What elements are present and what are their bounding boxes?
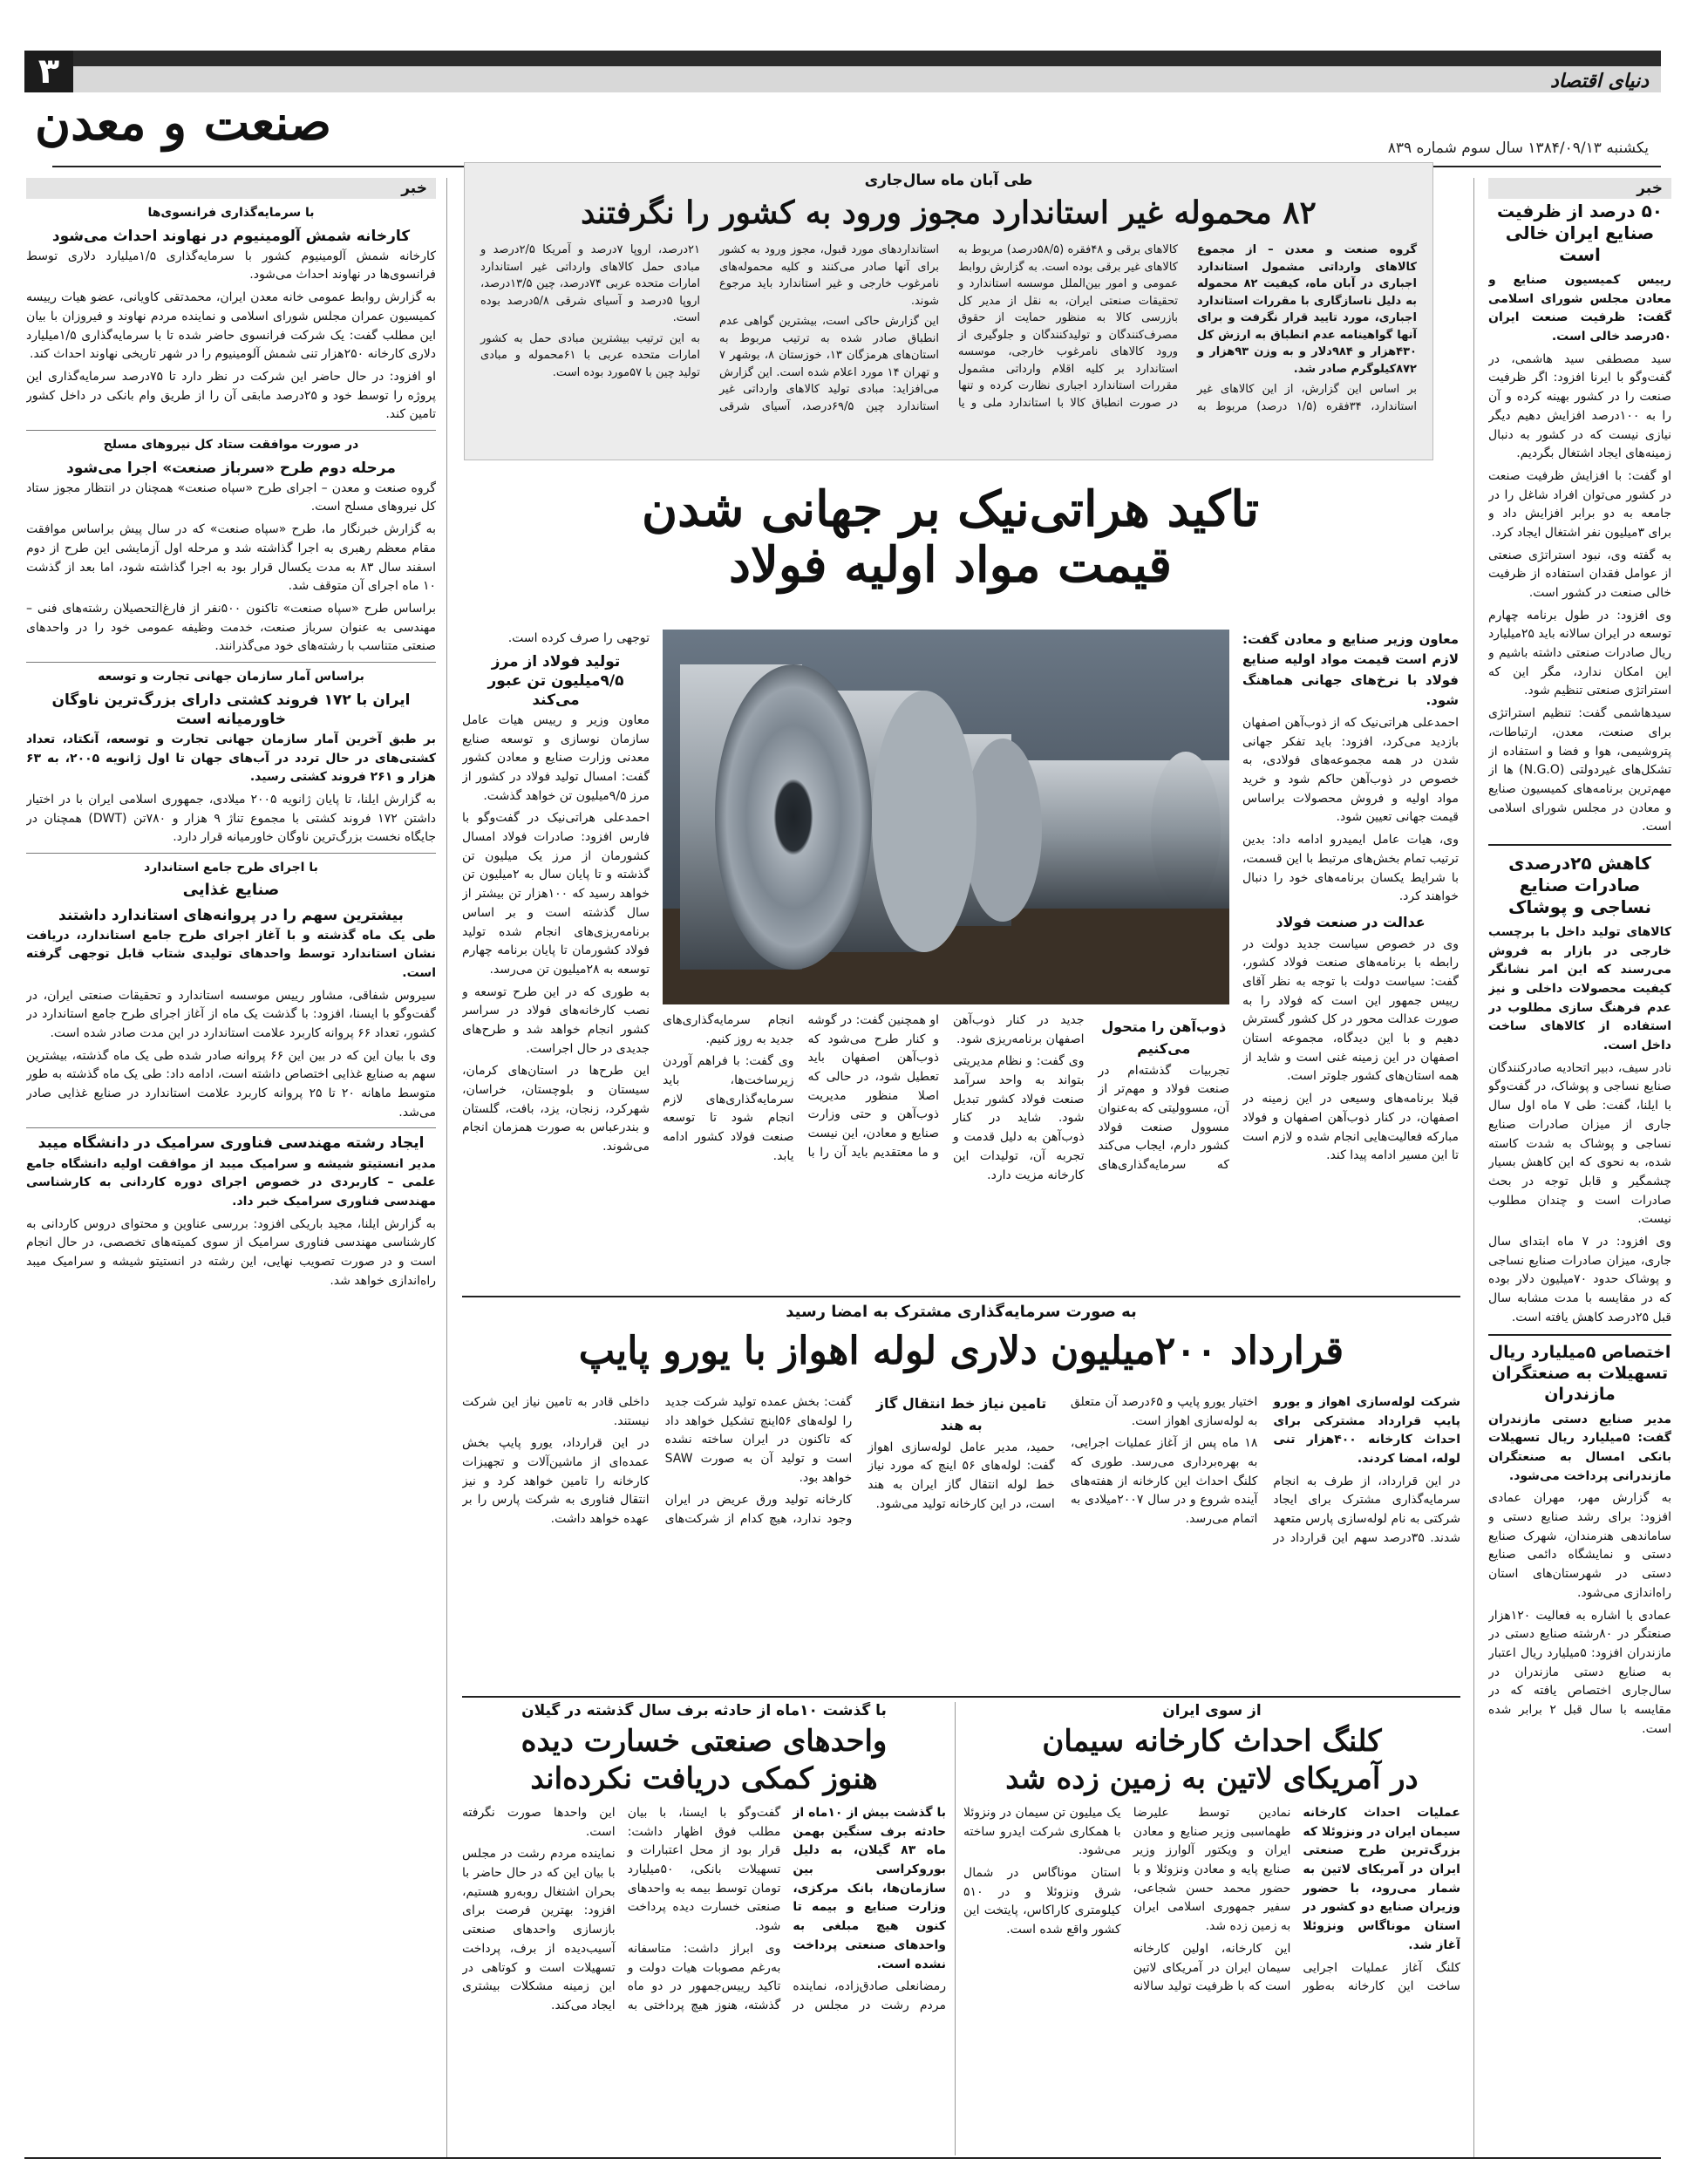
paragraph: به گزارش خبرنگار ما، طرح «سپاه صنعت» که در سال پیش براساس موافقت مقام معظم رهبری به اجرا گذاشته شد و مرحله اول آزمایشی این طرح از دوم اسفند سال ۸۳ به مدت یکسال قرار بود به اجرا گذاشته شود، اما بعد از گذشت ۱۰ ماه اجرای آن متوقف شد. <box>26 522 436 594</box>
paragraph: نادر سیف، دبیر اتحادیه صادرکنندگان صنایع نساجی و پوشاک، در گفت‌وگو با ایلنا، گفت: طی ۷ ماه اول سال جاری از میزان صادرات صنایع نساجی و پوشاک به شدت کاسته شده، به نحوی که این کاهش بسیار چشمگیر و قابل توجه در بحث صادرات است و چندان مطلوب نیست. <box>1488 1060 1671 1227</box>
paragraph: رمضانعلی صادق‌زاده، نماینده مردم رشت در مجلس در گفت‌وگو با ایسنا، با بیان مطلب فوق اظهار داشت: قرار بود از محل اعتبارات و تسهیلات بانکی، ۵۰میلیارد تومان توسط بیمه به واحدهای صنعتی خسارت دیده پرداخت شود. <box>627 1806 946 2012</box>
khabar-label-left: خبر <box>26 178 436 199</box>
standard-lead: طی یک ماه گذشته و با آغاز اجرای طرح جامع استاندارد، دریافت نشان استاندارد توسط واحدهای تولیدی شتاب قابل توجهی گرفته است. <box>26 928 436 980</box>
paragraph: این گزارش حاکی است، بیشترین گواهی عدم انطباق صادر شده به ترتیب مربوط به استان‌های هرمزگان ۱۳، خوزستان ۸، بوشهر ۷ و تهران ۱۴ مورد اعلام شده است. این گزارش می‌افزاید: مبادی تولید کالاهای وارداتی غیر استاندارد چین ۶۹/۵درصد، آسیای شرقی ۲۱درصد، اروپا ۷درصد و آمریکا ۲/۵درصد و مبادی حمل کالاهای وارداتی غیر استاندارد امارات متحده عربی ۷۴درصد، چین ۱۳/۵درصد، اروپا ۵درصد و آسیای شرقی ۵/۸درصد بوده است. <box>480 243 940 413</box>
right-col-body <box>1488 201 1671 1739</box>
aluminium-headline: کارخانه شمش آلومینیوم در نهاوند احداث می‌شود <box>51 227 411 245</box>
right-news-column <box>1488 178 1671 2157</box>
paragraph: عمادی با اشاره به فعالیت ۱۲۰هزار صنعتگر در ۸۰رشته صنایع دستی در مازندران افزود: ۵میلیارد ریال اعتبار به صنایع دستی مازندران در سال‌جاری اختصاص یافته که در مقایسه با سال قبل ۲ برابر شده است. <box>1488 1608 1671 1736</box>
standard-headline: بیشترین سهم را در پروانه‌های استاندارد داشتند <box>58 906 404 924</box>
column-separator <box>446 178 447 2157</box>
gilan-lead: با گذشت بیش از ۱۰ماه از حادثه برف سنگین بهمن ماه ۸۳ گیلان، به دلیل بوروکراسی بین سازمان‌ها، بانک مرکزی، وزارت صنایع و بیمه تا کنون هیچ مبلغی به واحدهای صنعتی پرداخت نشده است. <box>793 1806 946 1971</box>
paragraph: وی افزود: در طول برنامه چهارم توسعه در ایران سالانه باید ۲۵میلیارد ریال صادرات صنعتی داشته باشیم و این امکان ندارد، مگر این که استراتژی صنعتی تنظیم شود. <box>1488 608 1671 698</box>
paragraph: به گزارش ایلنا، مجید باریکی افزود: بررسی عناوین و محتوای دروس کاردانی به کارشناسی مهندسی فناوری سرامیک از سوی کمیته‌های تخصصی، در حال انجام است و در صورت تصویب نهایی، این رشته در انستیتو شیشه و سرامیک میبد راه‌اندازی خواهد شد. <box>26 1216 436 1288</box>
paragraph: وی افزود: در ۷ ماه ابتدای سال جاری، میزان صادرات صنایع نساجی و پوشاک حدود ۷۰میلیون دلار بوده که در مقایسه با مدت مشابه سال قبل ۲۵درصد کاهش یافته است. <box>1488 1234 1671 1324</box>
paragraph: سیدهاشمی گفت: تنظیم استراتژی برای صنعت، معدن، ارتباطات، پتروشیمی، هوا و فضا و استفاده از تشکل‌های غیردولتی (N.G.O) ها از مهم‌ترین برنامه‌های کمیسیون صنایع و معادن در مجلس شورای اسلامی است. <box>1488 706 1671 834</box>
paragraph: سید مصطفی سید هاشمی، در گفت‌وگو با ایرنا افزود: اگر ظرفیت صنعت را در کشور بهینه کرده و آن را به ۱۰۰درصد افزایش دهیم دیگر نیازی نیست که در کشور به دنبال زمینه‌های ایجاد اشتغال بگردیم. <box>1488 351 1671 461</box>
steel-body-below <box>663 1011 1229 1283</box>
steel-subhead-justice: عدالت در صنعت فولاد <box>1276 913 1426 930</box>
cement-headline-line-2: در آمریکای لاتین به زمین زده شد <box>1005 1760 1419 1796</box>
steel-lead: معاون وزیر صنایع و معادن گفت: لازم است قیمت مواد اولیه صنایع فولاد با نرخ‌های جهانی هماهنگ شود. <box>1242 631 1459 708</box>
divider <box>26 1127 436 1128</box>
ceramic-lead: مدیر انستیتو شیشه و سرامیک میبد از موافقت اولیه دانشگاه جامع علمی – کاربردی در خصوص اجرای دوره کاردانی به کارشناسی مهندسی فناوری سرامیک خبر داد. <box>26 1156 436 1209</box>
section-title: صنعت و معدن <box>35 94 332 152</box>
paragraph: وی ابراز داشت: متاسفانه به‌رغم مصوبات هیات دولت و تاکید رییس‌جمهور در دو ماه گذشته، هنوز هیچ پرداختی به این واحدها صورت نگرفته است. <box>462 1806 781 2012</box>
steel-subhead-transform: ذوب‌آهن را متحول می‌کنیم <box>1101 1018 1227 1057</box>
divider <box>26 662 436 663</box>
page-number-badge: ۳ <box>24 51 73 92</box>
steel-coils-image <box>663 630 1229 1004</box>
steel-body-right <box>1242 630 1459 1283</box>
paragraph: به این ترتیب بیشترین مبادی حمل به کشور امارات متحده عربی با ۶۱محموله و مبادی تولید چین با ۵۷مورد بوده است. <box>480 331 701 379</box>
paragraph: بر اساس این گزارش، از این کالاهای غیر استاندارد، ۳۴فقره (۱/۵ درصد) مربوط به کالاهای برقی و ۴۸فقره (۵۸/۵درصد) مربوط به کالاهای غیر برقی بوده است. به گزارش روابط عمومی و امور بین‌الملل موسسه استاندارد و تحقیقات صنعتی ایران، به نقل از مدیر کل بازرسی کالا به منظور حمایت از حقوق مصرف‌کنندگان و تولیدکنندگان و جلوگیری از ورود کالاهای نامرغوب خارجی، موسسه استاندارد بر کلیه اقلام وارداتی مشمول مقررات استاندارد اجباری نظارت کرده و تنها در صورت انطباق کالا با استاندارد ملی و یا استانداردهای مورد قبول، مجوز ورود به کشور برای آنها صادر می‌کنند و کلیه محموله‌های نامرغوب خارجی و غیر استاندارد باید مرجوع شوند. <box>719 243 1417 413</box>
steel-body-left <box>462 630 650 1283</box>
left-col-body <box>26 204 436 1290</box>
aluminium-kicker: با سرمایه‌گذاری فرانسوی‌ها <box>147 206 315 220</box>
newspaper-logo: دنیای اقتصاد <box>1550 70 1649 92</box>
imports-lead: گروه صنعت و معدن – از مجموع کالاهای وارداتی مشمول استاندارد اجباری در آبان ماه، کیفیت ۸۲ محموله به دلیل ناسازگاری با مقررات استاندارد اجباری، مورد تایید قرار نگرفت و برای آنها گواهینامه عدم انطباق به ارزش کل ۴۳۰هزار و ۹۸۴دلار و به وزن ۹۳هزار و ۸۷۲کیلوگرم صادر شد. <box>1197 243 1417 376</box>
paragraph: براساس طرح «سپاه صنعت» تاکنون ۵۰۰نفر از فارغ‌التحصیلان رشته‌های فنی – مهندسی به عنوان سرباز صنعت، خدمت وظیفه عمومی خود را در واحدهای صنعتی متناسب با رشته‌های خود می‌گذرانند. <box>26 601 436 654</box>
paragraph: وی با بیان این که در بین این ۶۶ پروانه صادر شده طی یک ماه گذشته، بیشترین سهم به صنایع غذایی اختصاص داشته است، ادامه داد: طی یک ماه گذشته به طور متوسط ماهانه ۲۰ تا ۲۵ پروانه کاربرد علامت استاندارد در صنایع غذایی صادر می‌شد. <box>26 1048 436 1120</box>
textile-lead: کالاهای تولید داخل با برچسب خارجی در بازار به فروش می‌رسند که این امر نشانگر کیفیت محصولات داخلی و نیز عدم فرهنگ سازی مطلوب در استفاده از کالاهای ساخت داخل است. <box>1488 924 1671 1053</box>
paragraph: به گزارش ایلنا، تا پایان ژانویه ۲۰۰۵ میلادی، جمهوری اسلامی ایران با در اختیار داشتن ۱۷۲ فروند کشتی با مجموع تناژ ۹ هزار و ۷۸۰تن (DWT) همچنان در جایگاه نخست بزرگ‌ترین ناوگان خاورمیانه قرار دارد. <box>26 792 436 845</box>
paragraph: گروه صنعت و معدن – اجرای طرح «سپاه صنعت» همچنان در انتظار مجوز ستاد کل نیروهای مسلح است. <box>26 480 436 514</box>
steel-headline-line-2: قیمت مواد اولیه فولاد <box>728 536 1173 595</box>
divider <box>26 430 436 431</box>
divider <box>1488 1334 1671 1336</box>
footer-rule <box>24 2157 1661 2159</box>
paragraph: احمدعلی هراتی‌نیک که از ذوب‌آهن اصفهان بازدید می‌کرد، افزود: باید تفکر جهانی شدن در همه مجموعه‌های فولادی، به خصوص در ذوب‌آهن حاکم شود و خرید مواد اولیه و فروش محصولات براساس قیمت جهانی تعیین شود. <box>1242 716 1459 825</box>
paragraph: احمدعلی هراتی‌نیک در گفت‌وگو با فارس افزود: صادرات فولاد امسال کشورمان از مرز یک میلیون تن گذشته و تا پایان سال به ۲میلیون تن خواهد رسید که ۱۰۰هزار تن بیشتر از سال گذشته است و بر اساس برنامه‌ریزی‌های انجام شده تولید فولاد کشورمان تا پایان برنامه چهارم توسعه به ۲۸میلیون تن می‌رسد. <box>462 811 650 977</box>
cement-lead: عملیات احداث کارخانه سیمان ایران در ونزوئلا که بزرگ‌ترین طرح صنعتی ایران در آمریکای لاتین به شمار می‌رود، با حضور وزیران صنایع دو کشور در استان موناگاس ونزوئلا آغاز شد. <box>1303 1806 1460 1952</box>
paragraph: تجربیات گذشته‌ام در صنعت فولاد و مهم‌تر از آن، مسوولیتی که به‌عنوان مسوول صنعت فولاد کشور دارم، ایجاب می‌کند که سرمایه‌گذاری‌های جدید در کنار ذوب‌آهن اصفهان برنامه‌ریزی شود. <box>953 1013 1229 1173</box>
fleet-lead: بر طبق آخرین آمار سازمان جهانی تجارت و توسعه، آنکتاد، تعداد کشتی‌های در حال تردد در آب‌های جهان تا اول ژانویه ۲۰۰۵، به ۶۳ هزار و ۲۶۱ فروند کشتی رسید. <box>26 732 436 785</box>
pipe-subhead: تامین نیاز خط انتقال گاز به هند <box>875 1395 1047 1433</box>
cement-kicker: از سوی ایران <box>1162 1702 1262 1719</box>
paragraph: معاون وزیر و رییس هیات عامل سازمان نوسازی و توسعه صنایع معدنی وزارت صنایع و معادن کشور گفت: امسال تولید فولاد در کشور از مرز ۹/۵میلیون تن خواهد گذشت. <box>462 712 650 803</box>
khabar-label-right: خبر <box>1488 178 1671 199</box>
fleet-headline: ایران با ۱۷۲ فروند کشتی دارای بزرگ‌ترین ناوگان خاورمیانه است <box>51 691 411 728</box>
paragraph: وی گفت: با فراهم آوردن زیرساخت‌ها، باید سرمایه‌گذاری‌های لازم انجام شود تا توسعه صنعت فولاد کشور ادامه یابد. <box>663 1054 794 1163</box>
paragraph: او همچنین گفت: در گوشه و کنار طرح می‌شود که ذوب‌آهن اصفهان باید تعطیل شود، در حالی که اصلا منظور مدیریت ذوب‌آهن و حتی وزارت صنایع و معادن، این نیست و ما معتقدیم باید آن را با انجام سرمایه‌گذاری‌های جدید به روز کنیم. <box>663 1013 939 1160</box>
header-top-bar <box>52 51 1661 66</box>
paragraph: این کارخانه، اولین کارخانه سیمان ایران در آمریکای لاتین است که با ظرفیت تولید سالانه یک میلیون تن سیمان در ونزوئلا با همکاری شرکت ایدرو ساخته می‌شود. <box>963 1806 1291 1994</box>
imports-headline: ۸۲ محموله غیر استاندارد مجوز ورود به کشور را نگرفتند <box>581 194 1317 231</box>
nonstandard-imports-box <box>464 162 1433 460</box>
right-lead-summary: رییس کمیسیون صنایع و معادن مجلس شورای اسلامی گفت: ظرفیت صنعت ایران ۵۰درصد خالی است. <box>1488 273 1671 344</box>
textile-headline: کاهش ۲۵درصدی صادرات صنایع نساجی و پوشاک <box>1507 852 1652 917</box>
imports-body <box>465 242 1432 442</box>
imports-kicker: طی آبان ماه سال‌جاری <box>864 172 1033 189</box>
paragraph: نماینده مردم رشت در مجلس با بیان این که در حال حاضر با بحران اشتغال روبه‌رو هستیم، افزود: بهترین فرصت برای بازسازی واحدهای صنعتی آسیب‌دیده از برف، پرداخت تسهیلات است و کوتاهی در این زمینه مشکلات بیشتری ایجاد می‌کند. <box>462 1847 616 2012</box>
steel-headline <box>471 481 1430 594</box>
soldier-headline: مرحله دوم طرح «سرباز صنعت» اجرا می‌شود <box>66 459 396 477</box>
gilan-headline <box>462 1723 946 1797</box>
right-lead-headline: ۵۰ درصد از ظرفیت صنایع ایران خالی است <box>1496 201 1664 265</box>
divider <box>26 853 436 854</box>
divider <box>1488 844 1671 846</box>
paragraph: به گزارش مهر، مهران عمادی افزود: برای رشد صنایع دستی و ساماندهی هنرمندان، شهرک صنایع دستی و نمایشگاه دائمی صنایع دستی در شهرستان‌های استان راه‌اندازی می‌شود. <box>1488 1491 1671 1600</box>
paragraph: در این قرارداد، یورو پایپ بخش عمده‌ای از ماشین‌آلات و تجهیزات کارخانه را تامین خواهد کرد و نیز انتقال فناوری به شرکت پارس را بر عهده خواهد داشت. <box>462 1436 650 1527</box>
divider <box>462 1296 1460 1297</box>
column-separator <box>955 1702 956 2155</box>
paragraph: به گفته وی، نبود استراتژی صنعتی از عوامل فقدان استفاده از ظرفیت خالی صنعت در کشور است. <box>1488 548 1671 600</box>
mazandaran-lead: مدیر صنایع دستی مازندران گفت: ۵میلیارد ریال تسهیلات بانکی امسال به صنعتگران مازندرانی پرداخت می‌شود. <box>1488 1412 1671 1483</box>
cement-headline-line-1: کلنگ احداث کارخانه سیمان <box>1042 1724 1382 1759</box>
cement-body <box>963 1804 1460 2135</box>
paragraph: کارخانه شمش آلومینیوم کشور با سرمایه‌گذاری ۱/۵میلیارد دلاری توسط فرانسوی‌ها در نهاوند احداث می‌شود. <box>26 249 436 283</box>
mazandaran-headline: اختصاص ۵میلیارد ریال تسهیلات به صنعتگران مازندران <box>1488 1343 1671 1404</box>
paragraph: به گزارش روابط عمومی خانه معدن ایران، محمدتقی کاویانی، عضو هیات رییسه کمیسیون عمران مجلس شورای اسلامی و نماینده مردم نهاوند و فیروزان با بیان این مطلب گفت: یک شرکت فرانسوی حاضر شده تا با سرمایه‌گذاری ۱/۵میلیارد دلاری کارخانه ۲۵۰هزار تنی شمش آلومینیوم را در شهر تاریخی نهاوند احداث کند. <box>26 290 436 362</box>
paragraph: کلنگ آغاز عملیات اجرایی ساخت این کارخانه به‌طور نمادین توسط علیرضا طهماسبی وزیر صنایع و معادن ایران و ویکتور آلوارز وزیر صنایع پایه و معادن ونزوئلا و با حضور محمد حسن شجاعی، سفیر جمهوری اسلامی ایران به زمین زده شد. <box>1133 1806 1460 1994</box>
steel-left-intro: توجهی را صرف کرده است. <box>507 631 650 645</box>
paragraph: این طرح‌ها در استان‌های کرمان، سیستان و بلوچستان، خراسان، شهرکرد، زنجان، یزد، بافت، گلستان و بندرعباس به صورت همزمان انجام می‌شوند. <box>462 1064 650 1154</box>
dateline: یکشنبه ۱۳۸۴/۰۹/۱۳ سال سوم شماره ۸۳۹ <box>1387 140 1649 157</box>
gilan-story <box>462 1702 946 2155</box>
paragraph: سیروس شفاقی، مشاور رییس موسسه استاندارد و تحقیقات صنعتی ایران، در گفت‌وگو با ایسنا، افزود: با گذشت یک ماه از آغاز اجرای طرح جامع استاندارد در کشور، تعداد ۶۶ پروانه کاربرد علامت استاندارد در این مدت صادر شده است. <box>26 988 436 1041</box>
paragraph: در این قرارداد، از طرف به انجام سرمایه‌گذاری مشترک برای ایجاد شرکتی به نام لوله‌سازی پارس متعهد شدند. ۳۵درصد سهم این قرارداد در اختیار یورو پایپ و ۶۵درصد آن متعلق به لوله‌سازی اهواز است. <box>1070 1395 1460 1545</box>
fleet-kicker: براساس آمار سازمان جهانی تجارت و توسعه <box>98 669 364 684</box>
paragraph: کارخانه تولید ورق عریض در ایران وجود ندارد، هیچ کدام از شرکت‌های داخلی قادر به تامین نیاز این شرکت نیستند. <box>462 1395 853 1527</box>
soldier-kicker: در صورت موافقت ستاد کل نیروهای مسلح <box>103 437 359 452</box>
paragraph: به طوری که در این طرح توسعه و نصب کارخانه‌های فولاد در سراسر کشور انجام خواهد شد و طرح‌های جدیدی در حال اجراست. <box>462 984 650 1056</box>
paragraph: حمید، مدیر عامل لوله‌سازی اهواز گفت: لوله‌های ۵۶ اینچ که مورد نیاز خط لوله انتقال گاز ایران به هند است، در این کارخانه تولید می‌شود. <box>868 1440 1055 1511</box>
gilan-headline-line-2: هنوز کمکی دریافت نکرده‌اند <box>530 1760 878 1796</box>
steel-coils-photo <box>663 630 1229 1004</box>
pipe-body <box>462 1393 1460 1690</box>
cement-story <box>963 1702 1460 2155</box>
standard-subhead: صنایع غذایی <box>182 880 280 899</box>
paragraph: وی در خصوص سیاست جدید دولت در رابطه با برنامه‌های صنعت فولاد کشور، گفت: سیاست دولت با توجه به نظر آقای رییس جمهور این است که فولاد را به صورت عدالت محور در کل کشور گسترش دهیم و با این دیدگاه، مجموعه استان اصفهان در این زمینه غنی است و شاید از همه استان‌های کشور جلوتر است. <box>1242 936 1459 1084</box>
pipe-kicker: به صورت سرمایه‌گذاری مشترک به امضا رسید <box>786 1303 1137 1321</box>
pipe-headline: قرارداد ۲۰۰میلیون دلاری لوله اهواز با یورو پایپ <box>578 1329 1344 1373</box>
cement-headline <box>963 1723 1460 1797</box>
pipe-lead: شرکت لوله‌سازی اهواز و یورو پایپ قرارداد مشترکی برای احداث کارخانه ۴۰۰هزار تنی لوله، امضا کردند. <box>1273 1395 1460 1467</box>
paragraph: ۱۸ ماه پس از آغاز عملیات اجرایی، به بهره‌برداری می‌رسد. طوری که کلنگ احداث این کارخانه از هفته‌های آینده شروع و در سال ۲۰۰۷میلادی به اتمام می‌رسد. <box>1070 1436 1258 1527</box>
gilan-headline-line-1: واحدهای صنعتی خسارت دیده <box>521 1724 888 1759</box>
column-separator <box>1473 178 1474 2157</box>
paragraph: وی گفت: و نظام مدیریتی بتواند به واحد سرآمد صنعت فولاد کشور تبدیل شود. شاید در کنار ذوب‌آهن به دلیل قدمت و تجربه آن، تولیدات این کارخانه مزیت دارد. <box>953 1054 1085 1182</box>
left-news-column <box>26 178 436 2157</box>
standard-kicker: با اجرای طرح جامع استاندارد <box>144 860 318 875</box>
header-gray-band <box>52 66 1661 92</box>
steel-headline-line-1: تاکید هراتی‌نیک بر جهانی شدن <box>641 480 1260 538</box>
paragraph: او گفت: با افزایش ظرفیت صنعت در کشور می‌توان افراد شاغل را در جامعه به دو برابر افزایش داد و برای ۳میلیون نفر اشتغال ایجاد کرد. <box>1488 468 1671 540</box>
paragraph: وی، هیات عامل ایمیدرو ادامه داد: بدین ترتیب تمام بخش‌های مرتبط با این قسمت، با شرایط یکسان برنامه‌های خود را دنبال خواهند کرد. <box>1242 833 1459 904</box>
steel-production-subhead: تولید فولاد از مرز ۹/۵میلیون تن عبور می‌کند <box>487 652 624 709</box>
paragraph: استان موناگاس در شمال شرق ونزوئلا و در ۵۱۰ کیلومتری کاراکاس، پایتخت این کشور واقع شده است. <box>963 1866 1121 1937</box>
paragraph: قبلا برنامه‌های وسیعی در این زمینه در اصفهان، در کنار ذوب‌آهن اصفهان و فولاد مبارکه فعالیت‌هایی انجام شده و لازم است تا این مسیر ادامه پیدا کند. <box>1242 1092 1459 1163</box>
gilan-kicker: با گذشت ۱۰ماه از حادثه برف سال گذشته در گیلان <box>521 1702 887 1719</box>
gilan-body <box>462 1804 946 2135</box>
paragraph: او افزود: در حال حاضر این شرکت در نظر دارد تا ۷۵درصد سرمایه‌گذاری این پروژه را توسط خود و ۲۵درصد مابقی آن را از طریق وام بانکی در داخل کشور تامین کند. <box>26 369 436 422</box>
ceramic-headline: ایجاد رشته مهندسی فناوری سرامیک در دانشگاه میبد <box>37 1134 425 1153</box>
paragraph: گفت: بخش عمده تولید شرکت جدید را لوله‌های ۵۶اینچ تشکیل خواهد داد که تاکنون در ایران ساخته نشده است و تولید آن به صورت SAW خواهد بود. <box>664 1395 853 1485</box>
divider <box>462 1696 1460 1698</box>
